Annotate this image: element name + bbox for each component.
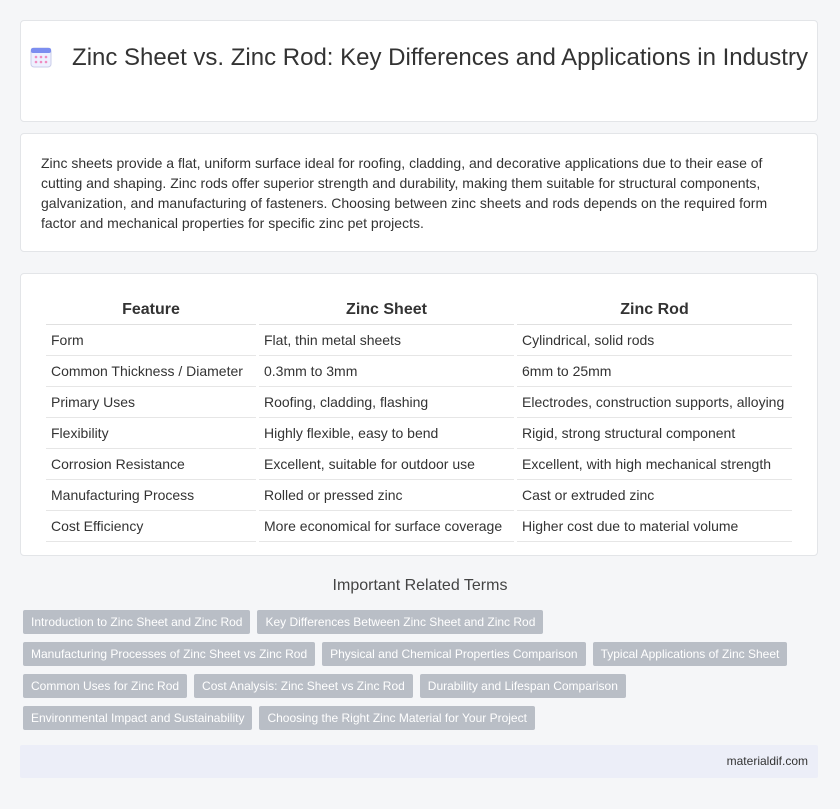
- row-zinc-sheet: 0.3mm to 3mm: [259, 356, 514, 387]
- row-zinc-rod: 6mm to 25mm: [517, 356, 792, 387]
- related-term-tag[interactable]: Choosing the Right Zinc Material for Your Project: [259, 706, 534, 730]
- row-zinc-sheet: Flat, thin metal sheets: [259, 325, 514, 356]
- header-zinc-rod: Zinc Rod: [517, 296, 792, 325]
- related-term-tag[interactable]: Durability and Lifespan Comparison: [420, 674, 626, 698]
- row-zinc-rod: Electrodes, construction supports, alloying: [517, 387, 792, 418]
- row-feature: Flexibility: [46, 418, 256, 449]
- related-terms-heading: Important Related Terms: [332, 577, 508, 594]
- row-zinc-rod: Excellent, with high mechanical strength: [517, 449, 792, 480]
- row-zinc-rod: Cylindrical, solid rods: [517, 325, 792, 356]
- table-row: [46, 325, 792, 356]
- row-zinc-sheet: Roofing, cladding, flashing: [259, 387, 514, 418]
- related-term-tag[interactable]: Key Differences Between Zinc Sheet and Zinc Rod: [257, 610, 543, 634]
- row-zinc-rod: Cast or extruded zinc: [517, 480, 792, 511]
- header-feature: Feature: [46, 296, 256, 325]
- footer: [20, 745, 818, 778]
- related-terms-list: [23, 610, 823, 738]
- page-title-wrap: [21, 43, 817, 76]
- row-zinc-sheet: Rolled or pressed zinc: [259, 480, 514, 511]
- comparison-table: [43, 296, 795, 542]
- row-zinc-rod: Higher cost due to material volume: [517, 511, 792, 542]
- site-credit[interactable]: materialdif.com: [726, 754, 808, 768]
- row-feature: Cost Efficiency: [46, 511, 256, 542]
- calendar-icon: [30, 46, 52, 76]
- row-zinc-sheet: Excellent, suitable for outdoor use: [259, 449, 514, 480]
- table-row: [46, 511, 792, 542]
- related-term-tag[interactable]: Manufacturing Processes of Zinc Sheet vs Zinc Rod: [23, 642, 315, 666]
- tag-row: [23, 706, 823, 730]
- related-term-tag[interactable]: Introduction to Zinc Sheet and Zinc Rod: [23, 610, 250, 634]
- related-term-tag[interactable]: Environmental Impact and Sustainability: [23, 706, 252, 730]
- tag-row: [23, 642, 823, 666]
- row-zinc-rod: Rigid, strong structural component: [517, 418, 792, 449]
- table-row: [46, 480, 792, 511]
- row-feature: Corrosion Resistance: [46, 449, 256, 480]
- tag-row: [23, 674, 823, 698]
- related-term-tag[interactable]: Physical and Chemical Properties Comparison: [322, 642, 585, 666]
- intro-card: [20, 133, 818, 252]
- row-feature: Manufacturing Process: [46, 480, 256, 511]
- page-title: Zinc Sheet vs. Zinc Rod: Key Differences and Applications in Industry: [72, 44, 808, 71]
- table-row: [46, 356, 792, 387]
- header-zinc-sheet: Zinc Sheet: [259, 296, 514, 325]
- table-row: [46, 418, 792, 449]
- related-term-tag[interactable]: Common Uses for Zinc Rod: [23, 674, 187, 698]
- row-zinc-sheet: More economical for surface coverage: [259, 511, 514, 542]
- row-zinc-sheet: Highly flexible, easy to bend: [259, 418, 514, 449]
- table-row: [46, 449, 792, 480]
- related-term-tag[interactable]: Typical Applications of Zinc Sheet: [593, 642, 788, 666]
- row-feature: Common Thickness / Diameter: [46, 356, 256, 387]
- row-feature: Form: [46, 325, 256, 356]
- tag-row: [23, 610, 823, 634]
- related-term-tag[interactable]: Cost Analysis: Zinc Sheet vs Zinc Rod: [194, 674, 413, 698]
- table-header-row: [46, 296, 792, 325]
- row-feature: Primary Uses: [46, 387, 256, 418]
- intro-paragraph: Zinc sheets provide a flat, uniform surface ideal for roofing, cladding, and decorative applications due to their ease of cutting and shaping. Zinc rods offer superior strength and durability, making them suitable for structural components, galvanization, and manufacturing of fasteners. Choosing between zinc sheets and rods depends on the required form factor and mechanical properties for specific zinc pet projects.: [41, 155, 768, 231]
- header-card: [20, 20, 818, 122]
- table-row: [46, 387, 792, 418]
- comparison-table-card: [20, 273, 818, 556]
